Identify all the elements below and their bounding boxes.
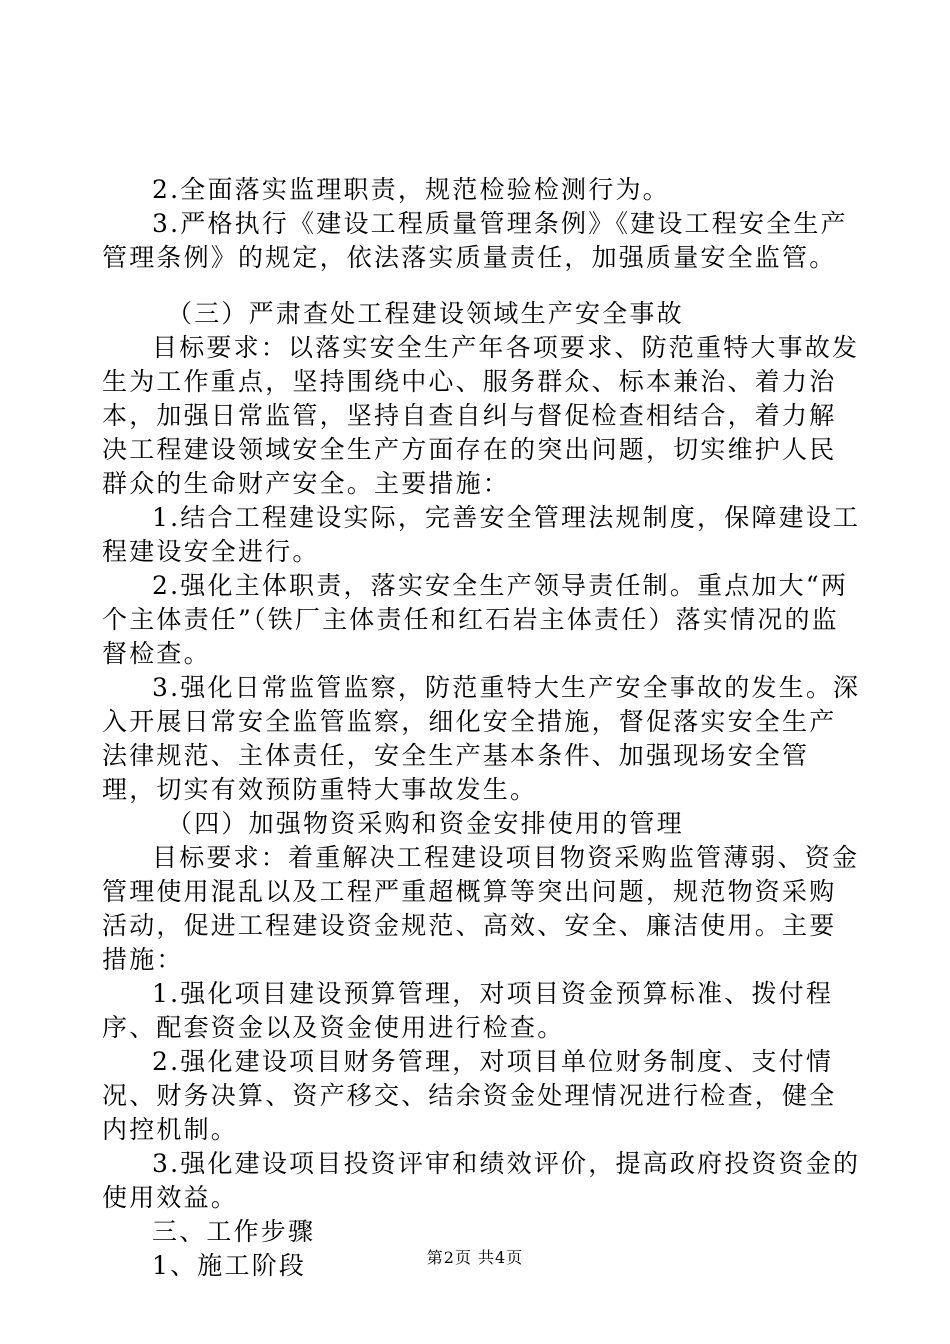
paragraph: 1、施工阶段 — [152, 1251, 307, 1280]
paragraph: 2.强化主体职责，落实安全生产领导责任制。重点加大“两个主体责任”（铁厂主体责任和红石岩主体责任）落实情况的监督检查。 — [102, 571, 849, 668]
paragraph: 三、工作步骤 — [152, 1217, 316, 1246]
paragraph: 目标要求：以落实安全生产年各项要求、防范重特大事故发生为工作重点，坚持围绕中心、服务群众、标本兼治、着力治本，加强日常监管，坚持自查自纠与督促检查相结合，着力解决工程建设领域安全生产方面存在的突出问题，切实维护人民群众的生命财产安全。主要措施： — [102, 333, 860, 498]
paragraph: 1.结合工程建设实际，完善安全管理法规制度，保障建设工程建设安全进行。 — [102, 503, 861, 566]
paragraph: 3.严格执行《建设工程质量管理条例》《建设工程安全生产管理条例》的规定，依法落实质量责任，加强质量安全监管。 — [102, 209, 848, 272]
section-heading: （四）加强物资采购和资金安排使用的管理 — [167, 809, 684, 838]
paragraph: 1.强化项目建设预算管理，对项目资金预算标准、拨付程序、配套资金以及资金使用进行检查。 — [102, 979, 834, 1042]
paragraph-gap — [102, 275, 862, 297]
paragraph: 目标要求：着重解决工程建设项目物资采购监管薄弱、资金管理使用混乱以及工程严重超概算等突出问题，规范物资采购活动，促进工程建设资金规范、高效、安全、廉洁使用。主要措施： — [102, 843, 860, 974]
paragraph: 3.强化建设项目投资评审和绩效评价，提高政府投资资金的使用效益。 — [102, 1149, 861, 1212]
section-heading: （三）严肃查处工程建设领域生产安全事故 — [167, 299, 684, 328]
paragraph: 2.强化建设项目财务管理，对项目单位财务制度、支付情况、财务决算、资产移交、结余资金处理情况进行检查，健全内控机制。 — [102, 1047, 837, 1144]
page-footer: 第2页 共4页 — [426, 1248, 524, 1267]
paragraph: 3.强化日常监管监察，防范重特大生产安全事故的发生。深入开展日常安全监管监察，细化安全措施，督促落实安全生产法律规范、主体责任，安全生产基本条件、加强现场安全管理，切实有效预防重特大事故发生。 — [102, 673, 861, 804]
paragraph: 2.全面落实监理职责，规范检验检测行为。 — [152, 175, 670, 204]
document-body — [102, 173, 862, 1283]
